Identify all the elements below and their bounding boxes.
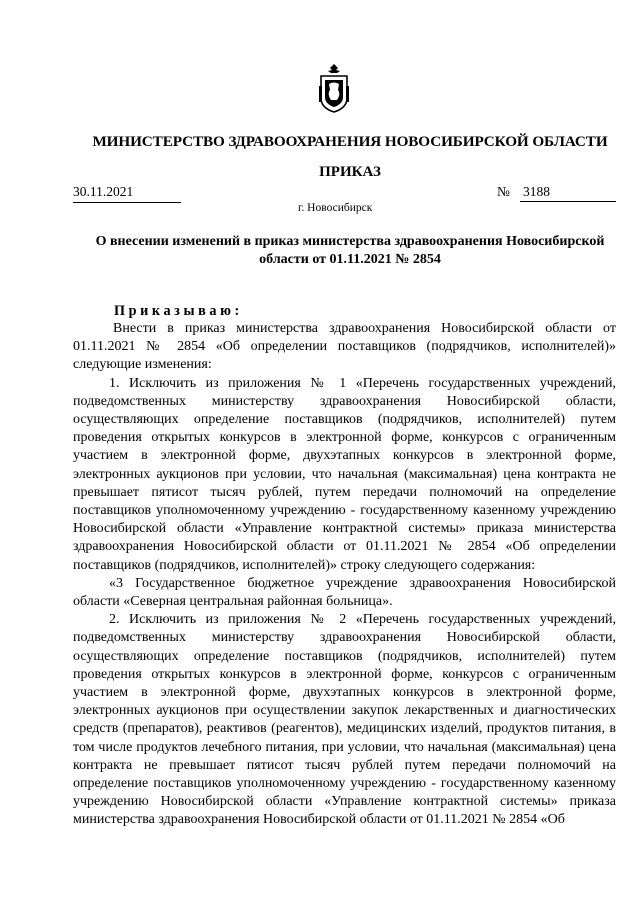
city-label: г. Новосибирск xyxy=(298,202,373,214)
order-body xyxy=(73,320,616,830)
number-sign: № xyxy=(497,184,510,199)
document-type-title: ПРИКАЗ xyxy=(319,164,381,180)
paragraph-quoted-line: «3 Государственное бюджетное учреждение здравоохранения Новосибирской области «Северная центральная районная больница». xyxy=(73,575,616,610)
paragraph-item-1: 1. Исключить из приложения № 1 «Перечень государственных учреждений, подведомственных министерству здравоохранения Новосибирской области, осуществляющих определение поставщиков (подрядчиков, исполнителей) путем проведения открытых конкурсов в электронной форме, конкурсов с ограниченным участием в электронной форме, двухэтапных конкурсов в электронной форме, электронных аукционов при условии, что начальная (максимальная) цена контракта не превышает пятисот тысяч рублей, путем передачи полномочий на определение поставщиков уполномоченному учреждению - государственному казенному учреждению Новосибирской области «Управление контрактной системы» приказа министерства здравоохранения Новосибирской области от 01.11.2021 № 2854 «Об определении поставщиков (подрядчиков, исполнителей)» строку следующего содержания: xyxy=(73,375,616,573)
paragraph-item-2: 2. Исключить из приложения № 2 «Перечень государственных учреждений, подведомственных министерству здравоохранения Новосибирской области, осуществляющих определение поставщиков (подрядчиков, исполнителей) путем проведения открытых конкурсов в электронной форме, конкурсов с ограниченным участием в электронной форме, двухэтапных конкурсов в электронной форме, электронных аукционов при осуществлении закупок лекарственных и диагностических средств (препаратов), реактивов (реагентов), медицинских изделий, продуктов питания, в том числе продуктов лечебного питания, при условии, что начальная (максимальная) цена контракта не превышает пятисот тысяч рублей путем передачи полномочий на определение поставщиков уполномоченному учреждению - государственному казенному учреждению Новосибирской области «Управление контрактной системы» приказа министерства здравоохранения Новосибирской области от 01.11.2021 № 2854 «Об xyxy=(73,612,616,828)
order-date: 30.11.2021 xyxy=(73,184,181,203)
paragraph-intro: Внести в приказ министерства здравоохранения Новосибирской области от 01.11.2021 № 2854 «Об определении поставщиков (подрядчиков, исполнителей)» следующие изменения: xyxy=(73,321,616,373)
ministry-name: МИНИСТЕРСТВО ЗДРАВООХРАНЕНИЯ НОВОСИБИРСКОЙ ОБЛАСТИ xyxy=(92,133,608,150)
coat-of-arms-emblem xyxy=(317,62,351,114)
order-number: 3188 xyxy=(520,184,616,202)
order-subject: О внесении изменений в приказ министерства здравоохранения Новосибирской области от 01.11.2021 № 2854 xyxy=(95,234,605,267)
order-directive-word: Приказываю: xyxy=(114,303,243,319)
